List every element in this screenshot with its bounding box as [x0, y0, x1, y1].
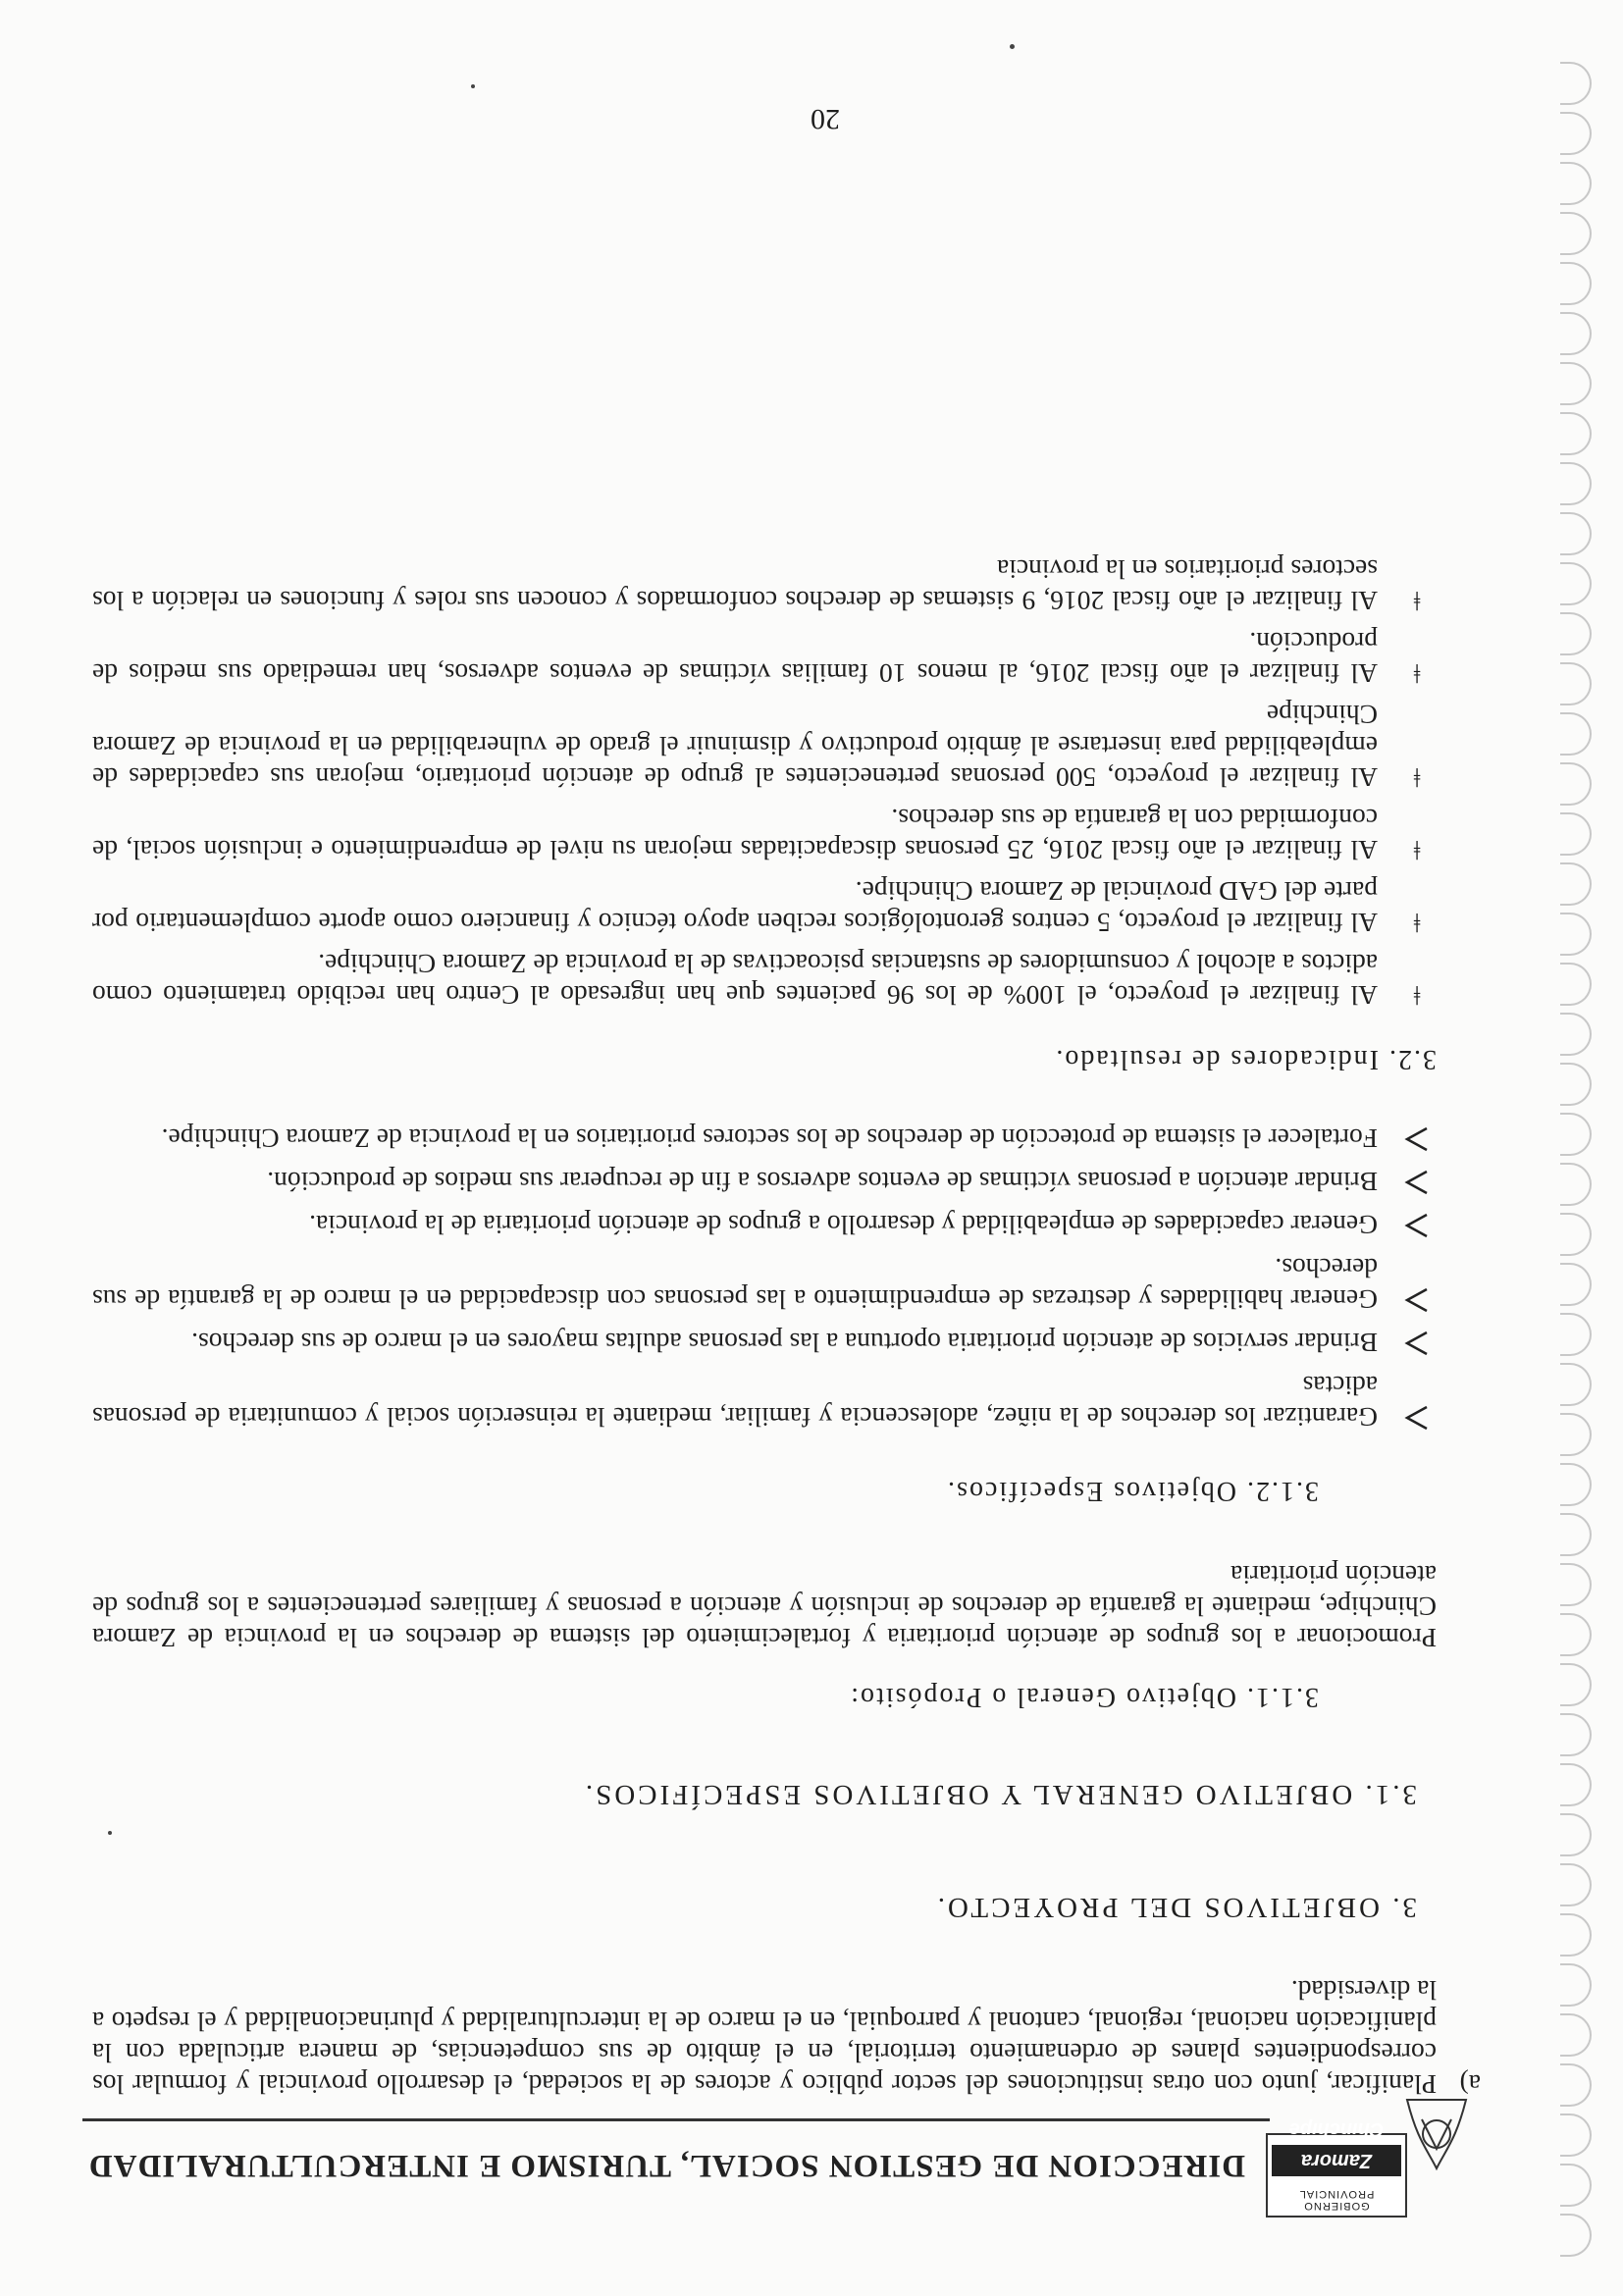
general-objective-text: Promocionar a los grupos de atención prioritaria y fortalecimiento del sistema de derechos en la provincia de Zamora Chinchipe, mediante la garantía de derechos de inclusión y atención a personas y familiares pertenecientes a los grupos de atención prioritaria — [92, 1560, 1437, 1653]
binding-hole — [1560, 1963, 1592, 2007]
indicator-bullet-icon: ǂ — [1413, 586, 1421, 616]
binding-hole — [1560, 913, 1592, 956]
logo-badge — [1266, 2118, 1407, 2218]
binding-hole — [1560, 62, 1592, 105]
indicator-item — [92, 553, 1437, 616]
binding-hole — [1560, 1113, 1592, 1156]
binding-hole — [1560, 1163, 1592, 1206]
binding-hole — [1560, 312, 1592, 355]
binding-hole — [1560, 762, 1592, 806]
binding-hole — [1560, 462, 1592, 505]
objective-item — [92, 1122, 1437, 1154]
result-indicators-list — [92, 544, 1437, 1011]
objective-item — [92, 1209, 1437, 1240]
indicator-item-text: Al finalizar el año fiscal 2016, 25 personas discapacitadas mejoran su nivel de emprendimiento e inclusión social, de conformidad con la garantía de sus derechos. — [92, 804, 1378, 865]
binding-hole — [1560, 162, 1592, 205]
binding-hole — [1560, 1313, 1592, 1356]
binding-hole — [1560, 1013, 1592, 1056]
indicator-item — [92, 803, 1437, 865]
section-3-heading: 3. OBJETIVOS DEL PROYECTO. — [934, 1892, 1417, 1923]
binding-hole — [1560, 1613, 1592, 1656]
binding-hole — [1560, 262, 1592, 305]
binding-hole — [1560, 1813, 1592, 1856]
indicator-bullet-icon: ǂ — [1413, 980, 1421, 1011]
indicator-item-text: Al finalizar el proyecto, el 100% de los 96 pacientes que han ingresado al Centro han recibido tratamiento como adictos a alcohol y consumidores de sustancias psicoactivas de la provincia de Zamora Chinchipe. — [92, 949, 1378, 1011]
objective-item-text: Generar habilidades y destrezas de emprendimiento a las personas con discapacidad en el marco de la garantía de sus derechos. — [92, 1253, 1378, 1315]
specific-objectives-list — [92, 1111, 1437, 1433]
arrow-bullet-icon — [1397, 1278, 1437, 1315]
intro-label: a) — [1459, 2069, 1481, 2100]
binding-hole — [1560, 1713, 1592, 1756]
binding-hole — [1560, 712, 1592, 756]
logo-top-text: GOBIERNO PROVINCIAL — [1298, 2188, 1375, 2212]
indicator-item-text: Al finalizar el proyecto, 5 centros gerontológicos reciben apoyo técnico y financiero como aporte complementario por parte del GAD provincial de Zamora Chinchipe. — [92, 876, 1378, 938]
header-divider — [82, 2118, 1270, 2121]
binding-hole — [1560, 1763, 1592, 1806]
intro-paragraph — [92, 1974, 1481, 2100]
binding-hole — [1560, 512, 1592, 555]
page-number: 20 — [811, 103, 840, 135]
objective-item — [92, 1166, 1437, 1197]
provincial-seal-icon — [1397, 2090, 1476, 2178]
binding-hole — [1560, 1863, 1592, 1906]
binding-hole — [1560, 662, 1592, 705]
indicator-bullet-icon: ǂ — [1413, 762, 1421, 793]
objective-item-text: Fortalecer el sistema de protección de derechos de los sectores prioritarios en la provincia de Zamora Chinchipe. — [161, 1123, 1378, 1154]
binding-hole — [1560, 1413, 1592, 1456]
binding-hole — [1560, 2063, 1592, 2107]
indicator-item — [92, 626, 1437, 689]
objective-item-text: Brindar servicios de atención prioritaria oportuna a las personas adultas mayores en el marco de sus derechos. — [191, 1328, 1378, 1358]
indicator-item-text: Al finalizar el año fiscal 2016, al menos 10 familias víctimas de eventos adversos, han remediado sus medios de producción. — [92, 627, 1378, 689]
binding-hole — [1560, 1663, 1592, 1706]
binding-hole — [1560, 862, 1592, 906]
binding-hole — [1560, 562, 1592, 605]
indicator-bullet-icon: ǂ — [1413, 835, 1421, 865]
indicator-item — [92, 875, 1437, 938]
objective-item — [92, 1252, 1437, 1315]
department-title: DIRECCION DE GESTION SOCIAL, TURISMO E INTERCULTURALIDAD — [87, 2148, 1245, 2183]
indicator-bullet-icon: ǂ — [1413, 658, 1421, 689]
arrow-bullet-icon — [1397, 1161, 1437, 1197]
binding-hole — [1560, 212, 1592, 255]
indicator-item-text: Al finalizar el año fiscal 2016, 9 sistemas de derechos conformados y conocen sus roles y funciones en relación a los sectores prioritarios en la provincia — [92, 554, 1378, 616]
arrow-bullet-icon — [1397, 1322, 1437, 1358]
binding-hole — [1560, 1363, 1592, 1406]
scan-speck — [1010, 44, 1015, 49]
objective-item-text: Brindar atención a personas víctimas de eventos adversos a fin de recuperar sus medios de producción. — [267, 1167, 1378, 1197]
indicator-bullet-icon: ǂ — [1413, 908, 1421, 938]
objective-item — [92, 1327, 1437, 1358]
spiral-binding — [1541, 20, 1599, 2257]
letterhead — [82, 2090, 1476, 2237]
indicator-item — [92, 948, 1437, 1011]
binding-hole — [1560, 112, 1592, 155]
binding-hole — [1560, 2164, 1592, 2207]
objective-item-text: Generar capacidades de empleabilidad y desarrollo a grupos de atención prioritaria de la provincia. — [309, 1210, 1378, 1240]
binding-hole — [1560, 812, 1592, 856]
binding-hole — [1560, 2013, 1592, 2057]
indicator-item-text: Al finalizar el proyecto, 500 personas pertenecientes al grupo de atención prioritario, mejoran sus capacidades de empleabilidad para insertarse al ámbito productivo y disminuir el grado de vulnerabilidad en la provincia de Zamora Chinchipe — [92, 700, 1378, 793]
binding-hole — [1560, 1513, 1592, 1556]
scan-speck — [108, 1831, 112, 1835]
binding-hole — [1560, 1913, 1592, 1957]
binding-hole — [1560, 362, 1592, 405]
binding-hole — [1560, 2113, 1592, 2157]
logo-name: Zamora Chinchipe — [1272, 2145, 1401, 2176]
arrow-bullet-icon — [1397, 1118, 1437, 1154]
scan-speck — [471, 84, 475, 88]
arrow-bullet-icon — [1397, 1396, 1437, 1433]
arrow-bullet-icon — [1397, 1204, 1437, 1240]
binding-hole — [1560, 1213, 1592, 1256]
binding-hole — [1560, 1063, 1592, 1106]
section-3-2-heading: 3.2. Indicadores de resultado. — [1054, 1044, 1437, 1074]
binding-hole — [1560, 1463, 1592, 1506]
binding-hole — [1560, 2214, 1592, 2257]
objective-item — [92, 1370, 1437, 1433]
indicator-item — [92, 699, 1437, 793]
binding-hole — [1560, 1563, 1592, 1606]
provincial-logo — [1260, 2090, 1476, 2237]
section-3-1-2-heading: 3.1.2. Objetivos Específicos. — [946, 1476, 1319, 1506]
section-3-1-heading: 3.1. OBJETIVO GENERAL Y OBJETIVOS ESPECÍFICOS. — [582, 1779, 1417, 1810]
binding-hole — [1560, 963, 1592, 1006]
binding-hole — [1560, 612, 1592, 655]
binding-hole — [1560, 412, 1592, 455]
section-3-1-1-heading: 3.1.1. Objetivo General o Propósito: — [849, 1682, 1319, 1712]
intro-text: Planificar, junto con otras instituciones del sector público y actores de la sociedad, el desarrollo provincial y formular los correspondientes planes de ordenamiento territorial, en el ámbito de sus competencias, de manera articulada con la planificación nacional, regional, cantonal y parroquial, en el marco de la interculturalidad y plurinacionalidad y el respeto a la diversidad. — [92, 1975, 1437, 2100]
objective-item-text: Garantizar los derechos de la niñez, adolescencia y familiar, mediante la reinserción social y comunitaria de personas adictas — [92, 1371, 1378, 1433]
binding-hole — [1560, 1263, 1592, 1306]
